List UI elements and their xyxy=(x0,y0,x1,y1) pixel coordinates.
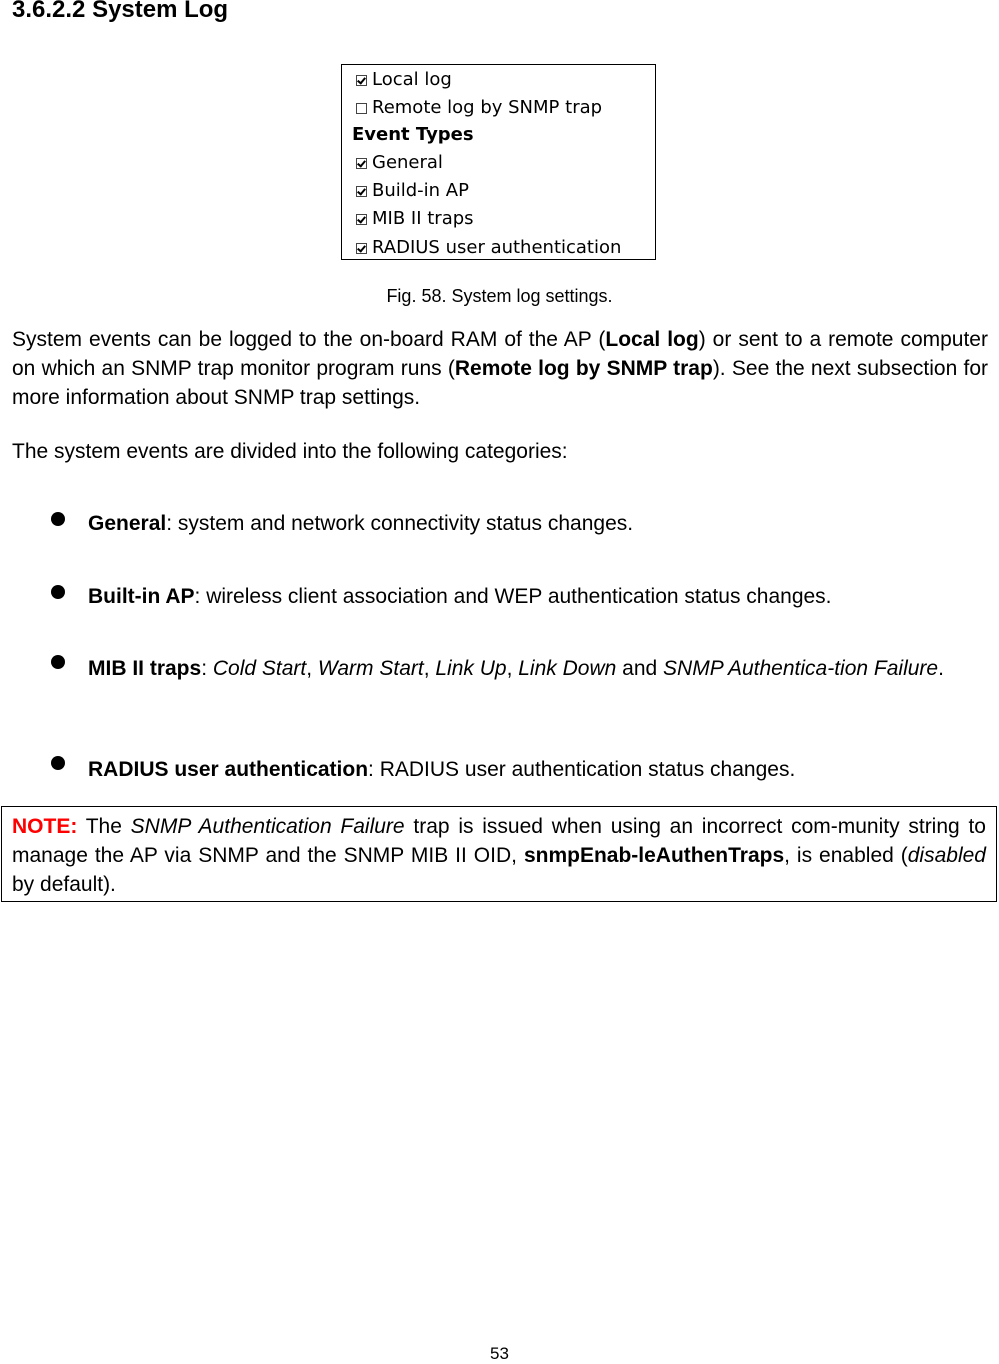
bullet-icon xyxy=(51,655,65,669)
event-radius-option[interactable] xyxy=(356,236,621,260)
event-builtin-ap-option[interactable] xyxy=(356,179,469,203)
event-types-heading: Event Types xyxy=(352,124,474,145)
section-heading: 3.6.2.2 System Log xyxy=(12,0,229,23)
event-builtin-ap-label: Build-in AP xyxy=(372,180,469,201)
event-radius-checkbox[interactable] xyxy=(356,243,367,254)
categories-intro: The system events are divided into the following categories: xyxy=(12,440,568,463)
bullet-icon xyxy=(51,585,65,599)
event-radius-label: RADIUS user authentication xyxy=(372,237,622,258)
note-label: NOTE: xyxy=(12,815,78,838)
event-builtin-ap-checkbox[interactable] xyxy=(356,186,367,197)
event-mib-ii-checkbox[interactable] xyxy=(356,214,367,225)
local-log-option[interactable] xyxy=(356,68,452,92)
category-general: General: system and network connectivity status changes. xyxy=(88,512,634,535)
event-general-label: General xyxy=(372,152,443,173)
local-log-label: Local log xyxy=(372,69,452,90)
event-general-checkbox[interactable] xyxy=(356,158,367,169)
category-mib-ii: MIB II traps: Cold Start, Warm Start, Link Up, Link Down and SNMP Authentica-tion Failure. xyxy=(88,657,944,680)
category-builtin-ap: Built-in AP: wireless client association and WEP authentication status changes. xyxy=(88,585,832,608)
event-mib-ii-option[interactable] xyxy=(356,207,474,231)
remote-log-label: Remote log by SNMP trap xyxy=(372,97,603,118)
system-log-settings-screenshot xyxy=(341,64,656,260)
remote-log-term: Remote log by SNMP trap xyxy=(454,357,713,380)
local-log-checkbox[interactable] xyxy=(356,75,367,86)
bullet-icon xyxy=(51,512,65,526)
note-box: NOTE: The SNMP Authentication Failure trap is issued when using an incorrect com-munity string to manage the AP via SNMP and the SNMP MIB II OID, snmpEnab-leAuthenTraps, is enabled (disabled by default). xyxy=(1,806,997,902)
remote-log-checkbox[interactable] xyxy=(356,103,367,114)
bullet-icon xyxy=(51,756,65,770)
remote-log-option[interactable] xyxy=(356,96,602,120)
event-mib-ii-label: MIB II traps xyxy=(372,208,474,229)
event-general-option[interactable] xyxy=(356,151,443,175)
page-number: 53 xyxy=(490,1344,509,1363)
oid-name: snmpEnab-leAuthenTraps xyxy=(523,844,785,867)
figure-caption: Fig. 58. System log settings. xyxy=(386,286,613,306)
intro-paragraph: System events can be logged to the on-board RAM of the AP (Local log) or sent to a remote computer on which an SNMP trap monitor program runs (Remote log by SNMP trap). See the next subsection for more information about SNMP trap settings. xyxy=(12,328,988,409)
category-radius: RADIUS user authentication: RADIUS user authentication status changes. xyxy=(88,758,796,781)
local-log-term: Local log xyxy=(605,328,699,351)
